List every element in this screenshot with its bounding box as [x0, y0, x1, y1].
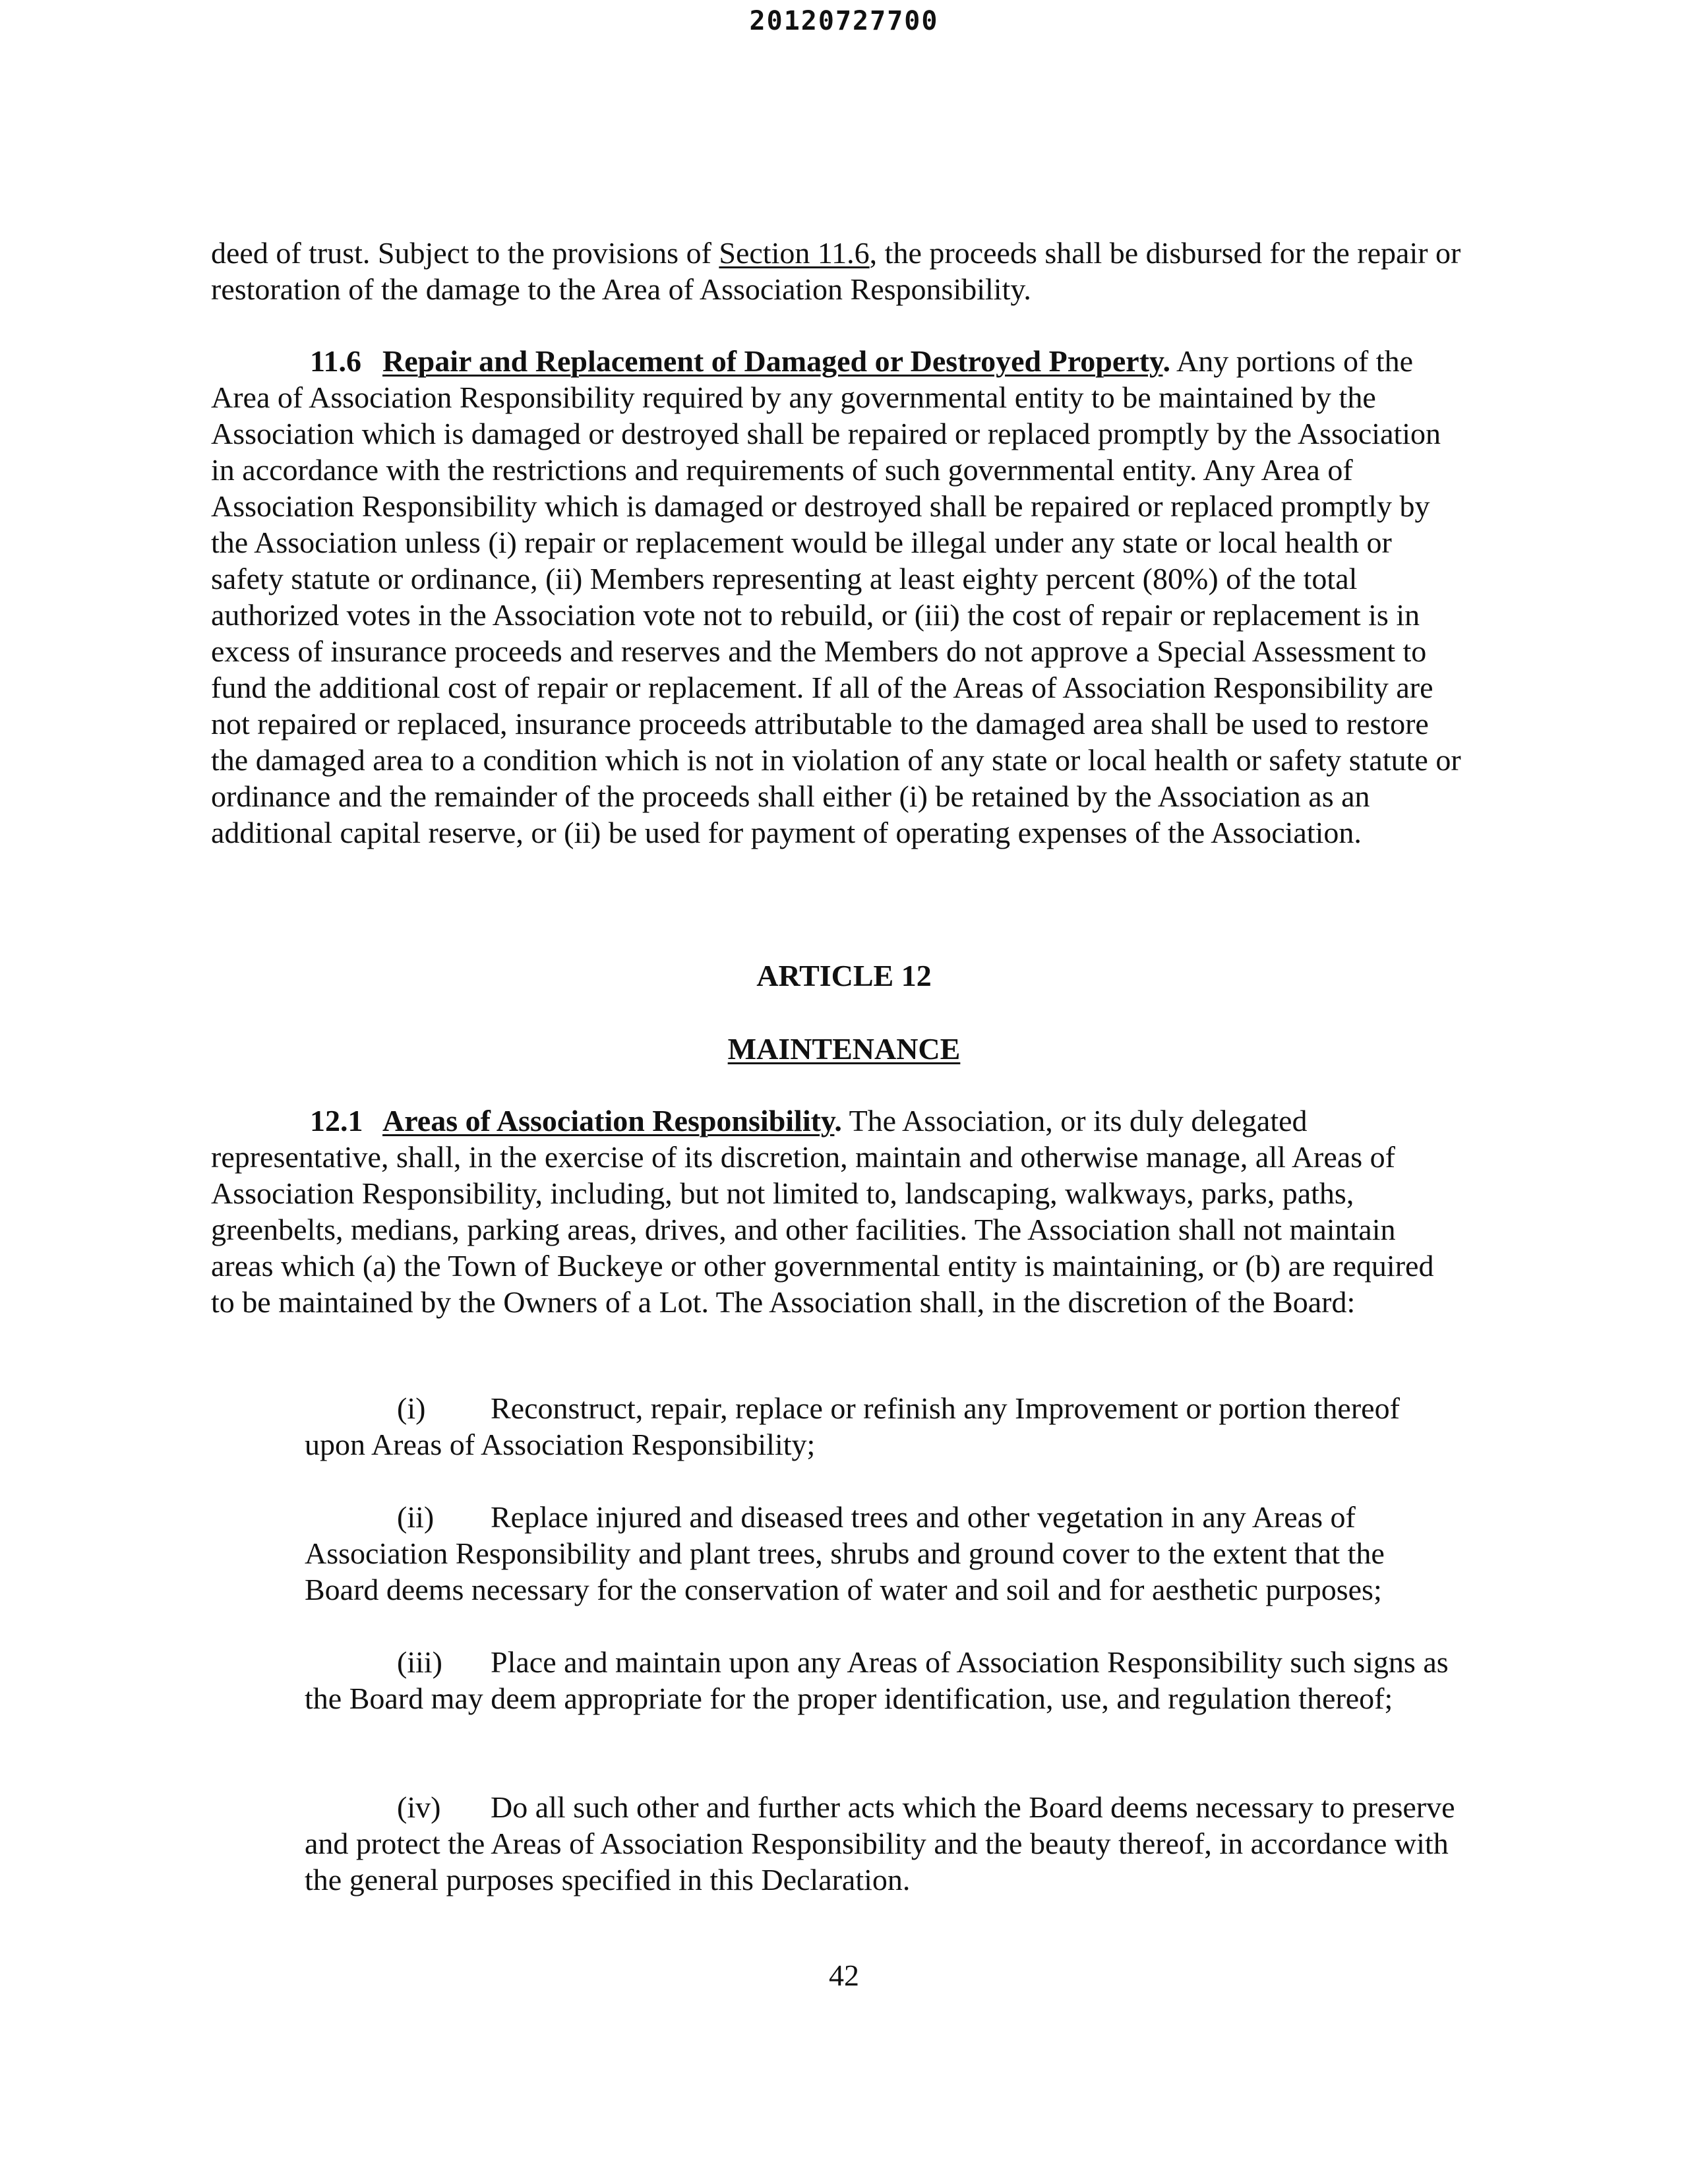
section-title-period: .	[1162, 344, 1170, 378]
section-number: 12.1	[310, 1104, 363, 1138]
article-title	[0, 1031, 1688, 1067]
list-item-number: (ii)	[397, 1500, 435, 1534]
section-12-1	[211, 1103, 1464, 1320]
section-11-6	[211, 343, 1464, 851]
section-title-period: .	[834, 1104, 842, 1138]
section-body: The Association, or its duly delegated representative, shall, in the exercise of its discretion, maintain and otherwise manage, all Areas of Association Responsibility, including, but not limited to, landscaping, walkways, parks, paths, greenbelts, medians, parking areas, drives, and other facilities. The Association shall not maintain areas which (a) the Town of Buckeye or other governmental entity is maintaining, or (b) are required to be maintained by the Owners of a Lot. The Association shall, in the discretion of the Board:	[211, 1104, 1434, 1319]
section-title: Areas of Association Responsibility	[382, 1104, 835, 1138]
list-item-text: Reconstruct, repair, replace or refinish any Improvement or portion thereof upon Areas of Association Responsibility;	[305, 1391, 1400, 1461]
list-item	[305, 1644, 1465, 1716]
list-item	[305, 1390, 1465, 1463]
list-item-text: Do all such other and further acts which the Board deems necessary to preserve and protect the Areas of Association Responsibility and the beauty thereof, in accordance with the general purposes specified in this Declaration.	[305, 1790, 1455, 1896]
section-title: Repair and Replacement of Damaged or Destroyed Property	[382, 344, 1163, 378]
list-item	[305, 1499, 1465, 1608]
paragraph-text: , the proceeds shall be disbursed for the repair or restoration of the damage to the Area of Association Responsibility.	[211, 236, 1461, 306]
section-number: 11.6	[310, 344, 361, 378]
list-item	[305, 1789, 1465, 1898]
section-body: Any portions of the Area of Association Responsibility required by any governmental entity to be maintained by the Association which is damaged or destroyed shall be repaired or replaced promptly by the Association in accordance with the restrictions and requirements of such governmental entity. Any Area of Association Responsibility which is damaged or destroyed shall be repaired or replaced promptly by the Association unless (i) repair or replacement would be illegal under any state or local health or safety statute or ordinance, (ii) Members representing at least eighty percent (80%) of the total authorized votes in the Association vote not to rebuild, or (iii) the cost of repair or replacement is in excess of insurance proceeds and reserves and the Members do not approve a Special Assessment to fund the additional cost of repair or replacement. If all of the Areas of Association Responsibility are not repaired or replaced, insurance proceeds attributable to the damaged area shall be used to restore the damaged area to a condition which is not in violation of any state or local health or safety statute or ordinance and the remainder of the proceeds shall either (i) be retained by the Association as an additional capital reserve, or (ii) be used for payment of operating expenses of the Association.	[211, 344, 1461, 849]
list-item-number: (i)	[397, 1391, 426, 1425]
section-reference-link: Section 11.6	[719, 236, 870, 270]
paragraph-text: deed of trust. Subject to the provisions of	[211, 236, 719, 270]
document-number: 20120727700	[749, 6, 939, 36]
list-item-number: (iii)	[397, 1645, 442, 1679]
article-heading: ARTICLE 12	[756, 959, 932, 992]
list-item-number: (iv)	[397, 1790, 441, 1824]
list-item-text: Replace injured and diseased trees and other vegetation in any Areas of Association Responsibility and plant trees, shrubs and ground cover to the extent that the Board deems necessary for the conservation of water and soil and for aesthetic purposes;	[305, 1500, 1385, 1606]
article-title-text: MAINTENANCE	[727, 1032, 961, 1066]
list-item-text: Place and maintain upon any Areas of Association Responsibility such signs as the Board may deem appropriate for the proper identification, use, and regulation thereof;	[305, 1645, 1449, 1715]
paragraph-continuation	[211, 235, 1464, 307]
page-number: 42	[829, 1958, 859, 1992]
